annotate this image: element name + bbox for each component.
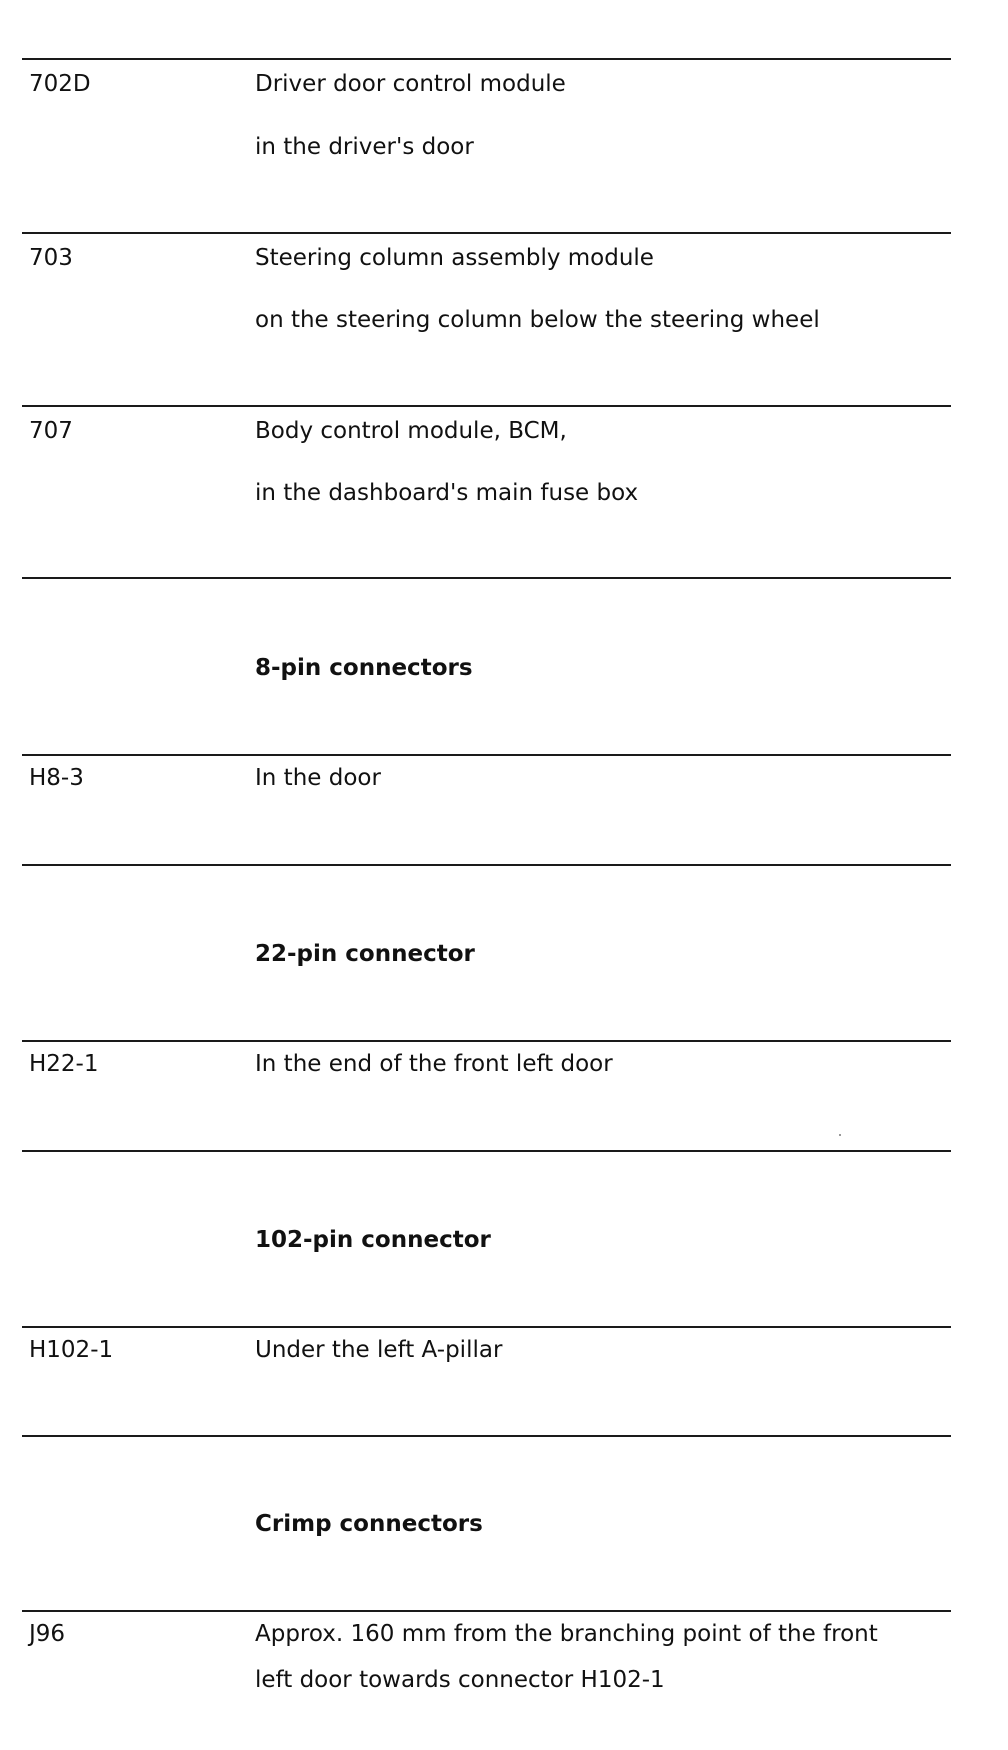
component-code: 702D — [29, 71, 91, 97]
table-rule — [22, 1326, 951, 1328]
connector-location: In the door — [255, 765, 381, 791]
connector-location: Under the left A-pillar — [255, 1337, 503, 1363]
component-description: Body control module, BCM, — [255, 418, 567, 444]
table-rule — [22, 405, 951, 407]
connector-code: H8-3 — [29, 765, 84, 791]
table-rule — [22, 1610, 951, 1612]
component-description: Driver door control module — [255, 71, 566, 97]
section-heading: Crimp connectors — [255, 1511, 483, 1537]
table-rule — [22, 1150, 951, 1152]
connector-code: H22-1 — [29, 1051, 99, 1077]
connector-code: J96 — [29, 1621, 66, 1647]
table-rule — [22, 1435, 951, 1437]
connector-location-continued: left door towards connector H102-1 — [255, 1667, 665, 1693]
component-location: in the dashboard's main fuse box — [255, 480, 639, 506]
table-rule — [22, 1040, 951, 1042]
component-code: 707 — [29, 418, 73, 444]
connector-location: In the end of the front left door — [255, 1051, 613, 1077]
section-heading: 102-pin connector — [255, 1227, 491, 1253]
table-rule — [22, 58, 951, 60]
connector-code: H102-1 — [29, 1337, 114, 1363]
table-rule — [22, 754, 951, 756]
component-description: Steering column assembly module — [255, 245, 654, 271]
table-rule — [22, 864, 951, 866]
component-location: in the driver's door — [255, 134, 474, 160]
component-code: 703 — [29, 245, 73, 271]
table-rule — [22, 232, 951, 234]
scan-speck — [839, 1134, 841, 1136]
section-heading: 8-pin connectors — [255, 655, 473, 681]
component-location: on the steering column below the steering wheel — [255, 307, 820, 333]
table-rule — [22, 577, 951, 579]
section-heading: 22-pin connector — [255, 941, 475, 967]
connector-location: Approx. 160 mm from the branching point of the front — [255, 1621, 878, 1647]
